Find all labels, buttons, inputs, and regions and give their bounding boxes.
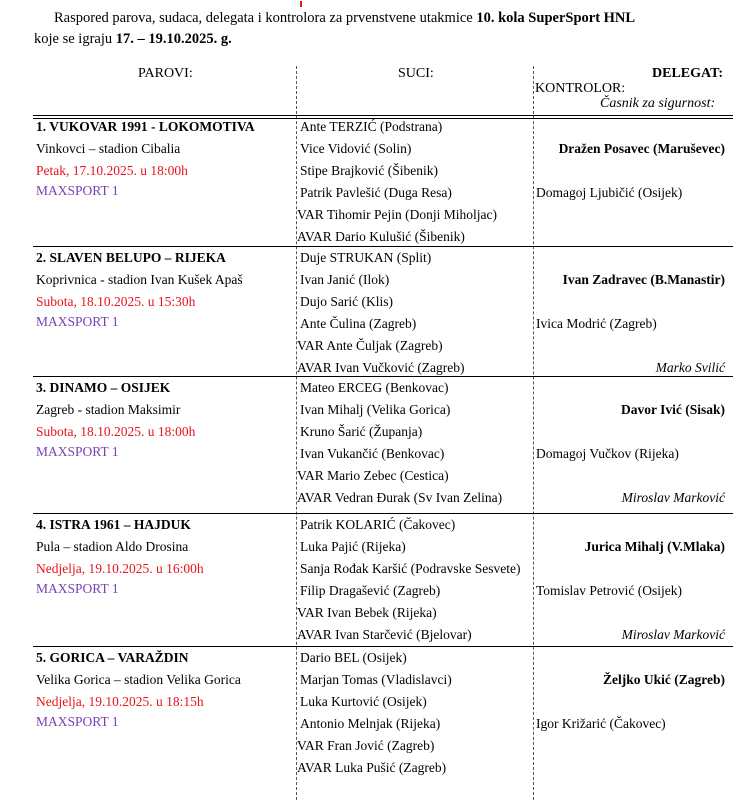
referee-item: Vice Vidović (Solin) <box>300 141 412 156</box>
referee-item: Marjan Tomas (Vladislavci) <box>300 672 452 687</box>
match-venue: Zagreb - stadion Maksimir <box>36 402 181 417</box>
match-controller: Igor Križarić (Čakovec) <box>536 716 666 731</box>
referee-item: Stipe Brajković (Šibenik) <box>300 163 438 178</box>
match-separator <box>33 646 733 647</box>
referee-item: Luka Kurtović (Osijek) <box>300 694 427 709</box>
referee-item: Patrik Pavlešić (Duga Resa) <box>300 185 452 200</box>
match-security-officer: Marko Svilić <box>655 360 725 375</box>
document-header <box>34 8 734 50</box>
match-separator <box>33 246 733 247</box>
col-header-casnik: Časnik za sigurnost: <box>600 96 716 111</box>
match-delegate: Davor Ivić (Sisak) <box>620 402 725 417</box>
match-datetime: Subota, 18.10.2025. u 18:00h <box>36 424 196 439</box>
column-divider-2 <box>533 66 534 800</box>
referee-item: Filip Dragašević (Zagreb) <box>300 583 441 598</box>
column-divider-1 <box>296 66 297 800</box>
header-round: 10. kola SuperSport HNL <box>476 10 636 26</box>
match-delegate: Ivan Zadravec (B.Manastir) <box>562 272 725 287</box>
header-line-1 <box>34 8 734 29</box>
match-separator <box>33 513 733 514</box>
col-header-kontrolor: KONTROLOR: <box>535 81 626 96</box>
match-tv: MAXSPORT 1 <box>36 314 119 329</box>
referee-item: Antonio Melnjak (Rijeka) <box>300 716 441 731</box>
referee-item: VAR Mario Zebec (Cestica) <box>297 468 449 483</box>
referee-item: Duje STRUKAN (Split) <box>300 250 432 265</box>
col-header-delegat: DELEGAT: <box>652 66 724 81</box>
match-delegate: Dražen Posavec (Maruševec) <box>558 141 725 156</box>
col-header-parovi: PAROVI: <box>138 66 193 81</box>
referee-item: Kruno Šarić (Županja) <box>300 424 423 439</box>
referee-item: Luka Pajić (Rijeka) <box>300 539 406 554</box>
referee-item: AVAR Ivan Vučković (Zagreb) <box>297 360 465 375</box>
referee-item: Dario BEL (Osijek) <box>300 650 407 665</box>
match-datetime: Petak, 17.10.2025. u 18:00h <box>36 163 188 178</box>
referee-item: Ivan Vukančić (Benkovac) <box>300 446 445 461</box>
referee-item: Ivan Mihalj (Velika Gorica) <box>300 402 451 417</box>
header-line-2 <box>34 29 734 50</box>
referee-item: AVAR Ivan Starčević (Bjelovar) <box>297 627 472 642</box>
match-venue: Vinkovci – stadion Cibalia <box>36 141 181 156</box>
referee-item: Ivan Janić (Ilok) <box>300 272 390 287</box>
match-datetime: Nedjelja, 19.10.2025. u 16:00h <box>36 561 204 576</box>
match-security-officer: Miroslav Marković <box>621 627 725 642</box>
match-tv: MAXSPORT 1 <box>36 714 119 729</box>
match-tv: MAXSPORT 1 <box>36 183 119 198</box>
referee-item: AVAR Vedran Đurak (Sv Ivan Zelina) <box>297 490 503 505</box>
match-delegate: Željko Ukić (Zagreb) <box>603 672 725 687</box>
col-header-suci: SUCI: <box>398 66 434 81</box>
red-mark <box>300 1 302 7</box>
referee-item: Mateo ERCEG (Benkovac) <box>300 380 449 395</box>
header-intro-text: Raspored parova, sudaca, delegata i kontrolora za prvenstvene utakmice <box>54 10 473 26</box>
referee-item: Sanja Rođak Karšić (Podravske Sesvete) <box>300 561 521 576</box>
match-venue: Koprivnica - stadion Ivan Kušek Apaš <box>36 272 243 287</box>
match-venue: Velika Gorica – stadion Velika Gorica <box>36 672 241 687</box>
referee-item: AVAR Luka Pušić (Zagreb) <box>297 760 447 775</box>
match-venue: Pula – stadion Aldo Drosina <box>36 539 189 554</box>
match-tv: MAXSPORT 1 <box>36 581 119 596</box>
match-delegate: Jurica Mihalj (V.Mlaka) <box>584 539 725 554</box>
referee-item: Ante TERZIĆ (Podstrana) <box>300 119 443 134</box>
match-title: 4. ISTRA 1961 – HAJDUK <box>36 517 191 532</box>
match-title: 5. GORICA – VARAŽDIN <box>36 650 189 665</box>
referee-item: Patrik KOLARIĆ (Čakovec) <box>300 517 456 532</box>
referee-item: VAR Ante Čuljak (Zagreb) <box>297 338 443 353</box>
referee-item: VAR Tihomir Pejin (Donji Miholjac) <box>297 207 498 222</box>
match-datetime: Nedjelja, 19.10.2025. u 18:15h <box>36 694 204 709</box>
referee-item: Ante Čulina (Zagreb) <box>300 316 417 331</box>
referee-item: Dujo Sarić (Klis) <box>300 294 393 309</box>
match-controller: Domagoj Ljubičić (Osijek) <box>536 185 683 200</box>
match-title: 3. DINAMO – OSIJEK <box>36 380 171 395</box>
match-security-officer: Miroslav Marković <box>621 490 725 505</box>
match-controller: Ivica Modrić (Zagreb) <box>536 316 657 331</box>
match-datetime: Subota, 18.10.2025. u 15:30h <box>36 294 196 309</box>
match-title: 1. VUKOVAR 1991 - LOKOMOTIVA <box>36 119 255 134</box>
match-controller: Tomislav Petrović (Osijek) <box>536 583 683 598</box>
match-separator <box>33 376 733 377</box>
match-title: 2. SLAVEN BELUPO – RIJEKA <box>36 250 226 265</box>
match-controller: Domagoj Vučkov (Rijeka) <box>536 446 679 461</box>
match-tv: MAXSPORT 1 <box>36 444 119 459</box>
referee-item: VAR Fran Jović (Zagreb) <box>297 738 435 753</box>
header-dates: 17. – 19.10.2025. g. <box>115 31 232 47</box>
referee-item: AVAR Dario Kulušić (Šibenik) <box>297 229 465 244</box>
referee-item: VAR Ivan Bebek (Rijeka) <box>297 605 437 620</box>
header-play-text: koje se igraju <box>34 31 113 47</box>
